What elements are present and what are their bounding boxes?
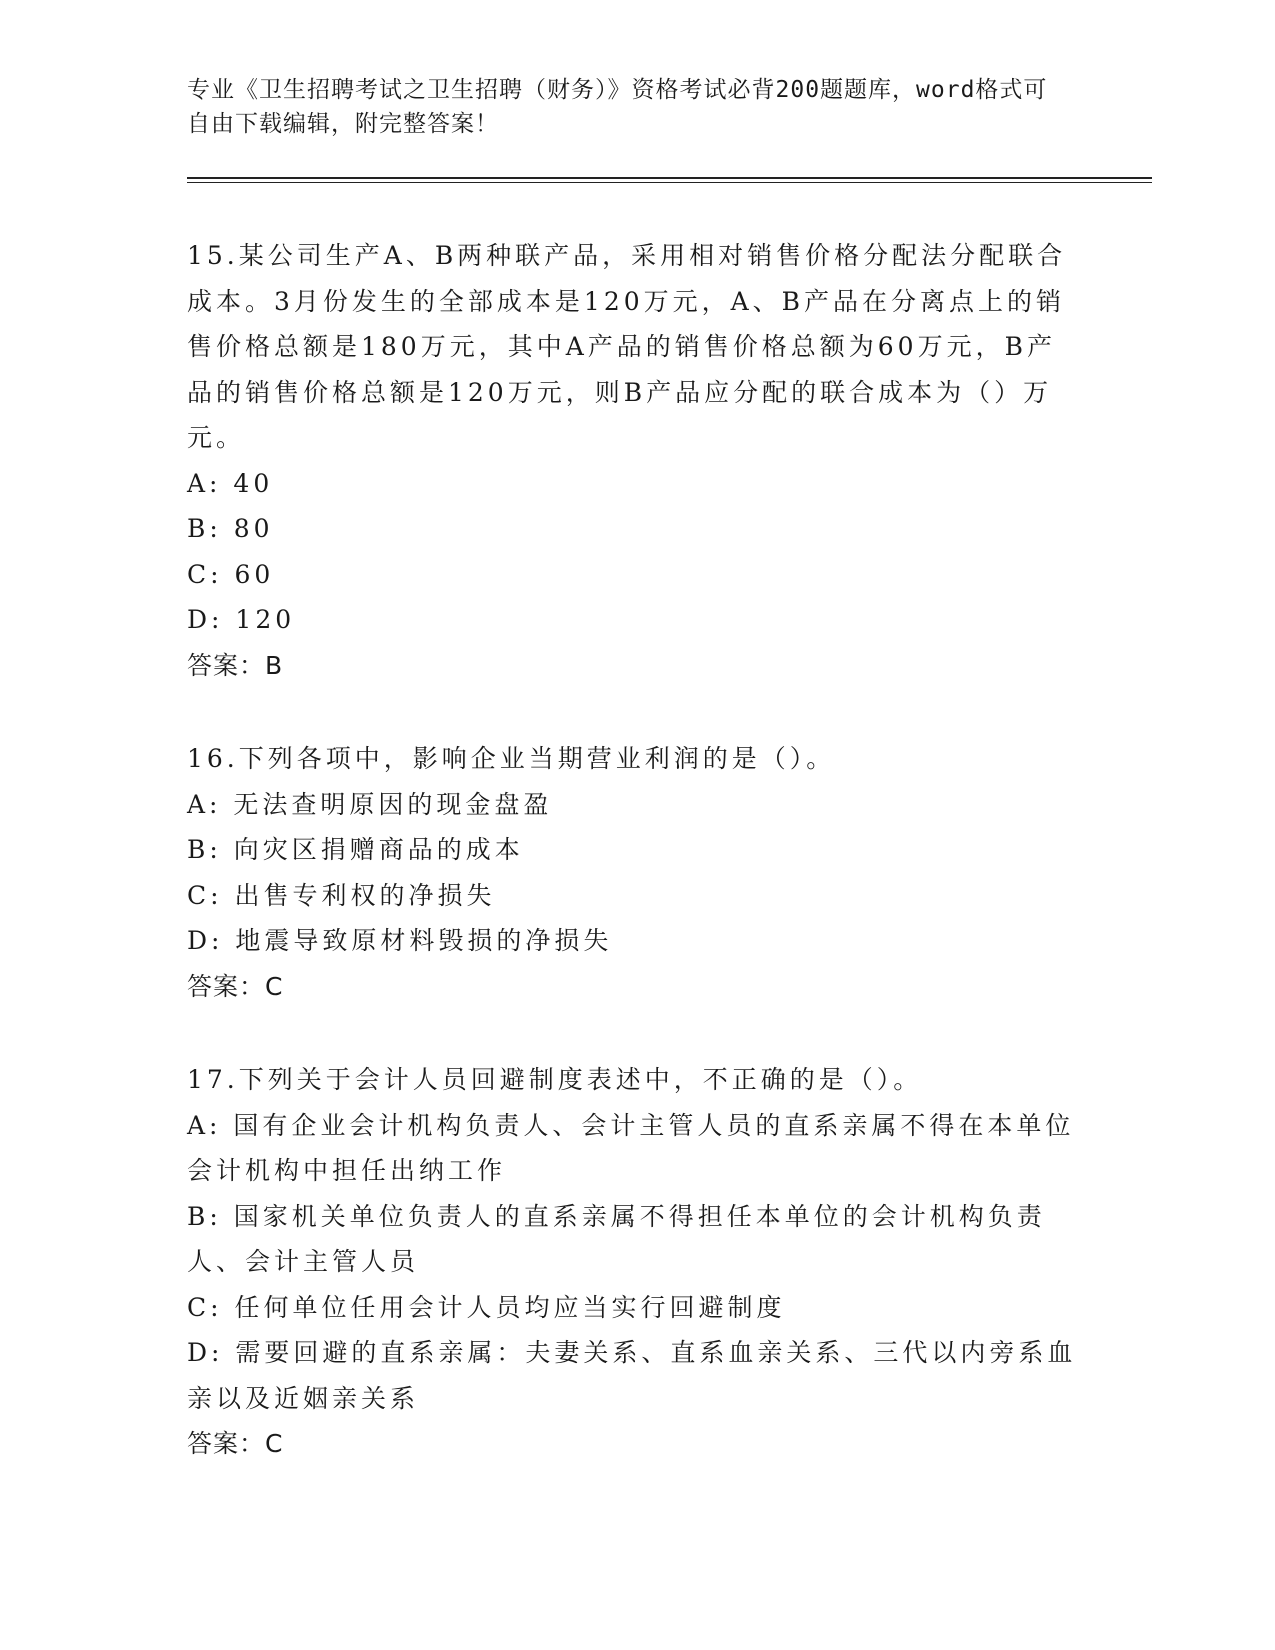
option-c: C: 任何单位任用会计人员均应当实行回避制度 [187, 1292, 786, 1322]
option-d: D: 地震导致原材料毁损的净损失 [187, 926, 613, 955]
option-d: D: 需要回避的直系亲属：夫妻关系、直系血亲关系、三代以内旁系血亲以及近姻亲关系 [187, 1338, 1077, 1413]
header-divider-thick [187, 177, 1152, 179]
option-a: A: 无法查明原因的现金盘盈 [187, 789, 553, 819]
question-stem: 16.下列各项中，影响企业当期营业利润的是（）。 [187, 744, 836, 773]
question-17 [187, 1057, 1077, 1467]
question-stem: 17.下列关于会计人员回避制度表述中，不正确的是（）。 [187, 1065, 923, 1094]
question-15 [187, 233, 1077, 688]
answer: 答案：B [187, 650, 284, 680]
question-list [187, 233, 1077, 1515]
option-b: B: 80 [187, 514, 274, 543]
option-a: A: 国有企业会计机构负责人、会计主管人员的直系亲属不得在本单位会计机构中担任出纳工作 [187, 1110, 1075, 1185]
option-b: B: 向灾区捐赠商品的成本 [187, 835, 524, 864]
question-16 [187, 736, 1077, 1009]
option-a: A: 40 [187, 468, 274, 498]
answer: 答案：C [187, 971, 284, 1001]
option-b: B: 国家机关单位负责人的直系亲属不得担任本单位的会计机构负责人、会计主管人员 [187, 1201, 1046, 1276]
answer: 答案：C [187, 1429, 284, 1458]
question-stem: 15.某公司生产A、B两种联产品，采用相对销售价格分配法分配联合成本。3月份发生的全部成本是120万元，A、B产品在分离点上的销售价格总额是180万元，其中A产品的销售价格总额为60万元，B产品的销售价格总额是120万元，则B产品应分配的联合成本为（）万元。 [187, 241, 1067, 452]
option-d: D: 120 [187, 605, 296, 634]
option-c: C: 60 [187, 559, 275, 589]
option-c: C: 出售专利权的净损失 [187, 880, 496, 910]
document-header: 专业《卫生招聘考试之卫生招聘（财务）》资格考试必背200题题库，word格式可自由下载编辑，附完整答案！ [187, 77, 1048, 137]
header-divider-thin [187, 182, 1152, 183]
